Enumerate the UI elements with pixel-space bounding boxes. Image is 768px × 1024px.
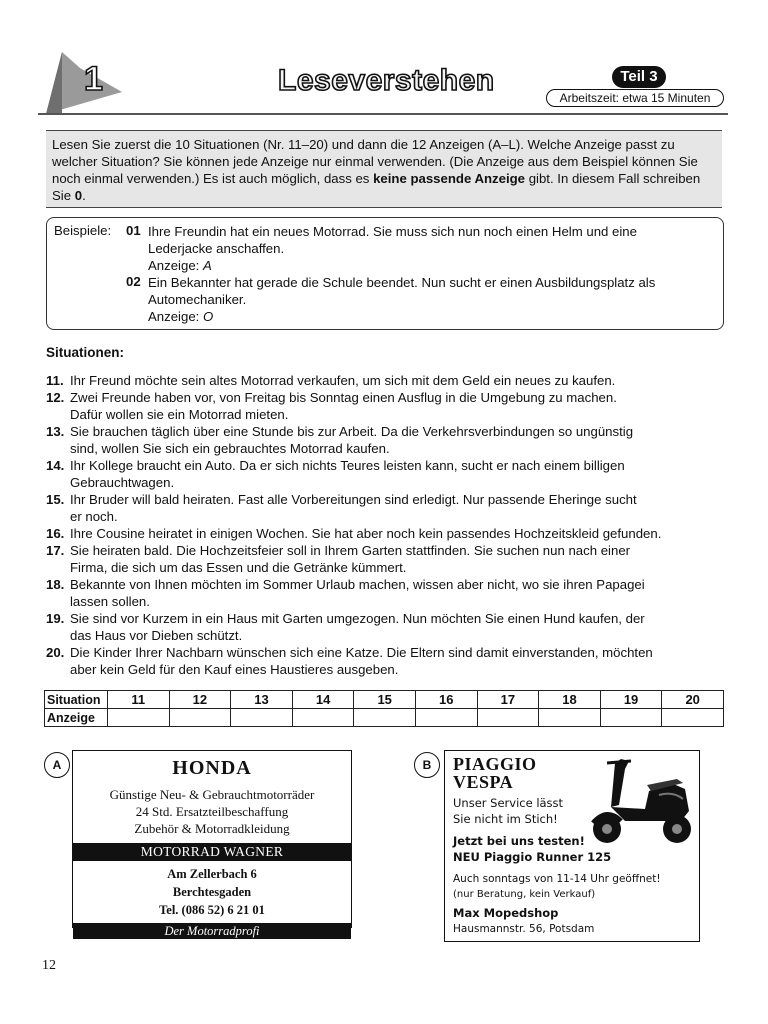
page-title: Leseverstehen — [278, 64, 495, 97]
grid-answer-cell[interactable] — [292, 709, 354, 727]
situation-item: 17. Sie heiraten bald. Die Hochzeitsfeier soll in Ihrem Garten stattfinden. Sie suchen nun nach einer Firma, die sich um das Essen und die Getränke kümmert. — [46, 543, 631, 575]
situation-item: 11. Ihr Freund möchte sein altes Motorrad verkaufen, um sich mit dem Geld ein neues zu kaufen. — [46, 373, 616, 388]
example-number: 02 — [126, 274, 141, 289]
grid-situation-cell: 20 — [662, 691, 724, 709]
grid-answer-cell[interactable] — [539, 709, 601, 727]
ad-a-brand: HONDA — [172, 757, 252, 779]
ad-a-line: 24 Std. Ersatzteilbeschaffung — [135, 804, 289, 819]
situation-item: 13. Sie brauchen täglich über eine Stunde bis zur Arbeit. Da die Verkehrsverbindungen so ungünstig sind, wollen Sie sich ein gebrauchtes Motorrad kaufen. — [46, 424, 634, 456]
examples-label: Beispiele: — [54, 223, 112, 238]
ad-a-shop-name: MOTORRAD WAGNER — [73, 843, 351, 861]
ad-b-line: NEU Piaggio Runner 125 — [453, 850, 612, 864]
answer-grid — [44, 690, 724, 727]
grid-situation-cell: 16 — [415, 691, 477, 709]
page-number: 12 — [42, 958, 56, 973]
grid-answer-cell[interactable] — [662, 709, 724, 727]
ad-b-line: Unser Service lässt — [453, 796, 564, 810]
ad-b-line: (nur Beratung, kein Verkauf) — [453, 889, 596, 900]
ad-b-line: Auch sonntags von 11-14 Uhr geöffnet! — [453, 873, 661, 885]
grid-answer-cell[interactable] — [169, 709, 231, 727]
ad-a-line: Zubehör & Motorradkleidung — [134, 821, 290, 836]
answer-grid-situation-row — [45, 691, 724, 709]
ad-b-line: Jetzt bei uns testen! — [453, 834, 585, 848]
answer-grid-answer-row — [45, 709, 724, 727]
scooter-icon — [585, 755, 695, 847]
ad-b-line: Sie nicht im Stich! — [453, 812, 558, 826]
example-answer: O — [203, 309, 214, 324]
example-answer: A — [203, 258, 212, 273]
grid-answer-cell[interactable] — [354, 709, 416, 727]
ad-a-street: Am Zellerbach 6 — [167, 867, 257, 881]
grid-answer-cell[interactable] — [600, 709, 662, 727]
situation-item: 16. Ihre Cousine heiratet in einigen Wochen. Sie hat aber noch kein passendes Hochzeitskleid gefunden. — [46, 526, 662, 541]
grid-situation-cell: 17 — [477, 691, 539, 709]
grid-situation-cell: 18 — [539, 691, 601, 709]
situation-item: 15. Ihr Bruder will bald heiraten. Fast alle Vorbereitungen sind erledigt. Nur passende Eheringe sucht er noch. — [46, 492, 637, 524]
example-text: Ein Bekannter hat gerade die Schule beendet. Nun sucht er einen Ausbildungsplatz als Automechaniker. Anzeige: O — [148, 275, 656, 324]
grid-answer-cell[interactable] — [477, 709, 539, 727]
grid-situation-cell: 19 — [600, 691, 662, 709]
situation-item: 19. Sie sind vor Kurzem in ein Haus mit Garten umgezogen. Nun möchten Sie einen Hund kaufen, der das Haus vor Dieben schützt. — [46, 611, 645, 643]
grid-situation-cell: 11 — [108, 691, 170, 709]
grid-situation-cell: 14 — [292, 691, 354, 709]
ad-a-city: Berchtesgaden — [172, 885, 252, 899]
part-badge: Teil 3 — [612, 66, 666, 88]
instructions-text: Lesen Sie zuerst die 10 Situationen (Nr. 11–20) und dann die 12 Anzeigen (A–L). Welche Anzeige passt zu welcher Situation? Sie können jede Anzeige nur einmal verwenden. (Die Anzeige aus dem Beispiel können Sie noch einmal verwenden.) Es ist auch möglich, dass es keine passende Anzeige gibt. In diesem Fall schreiben Sie 0. — [52, 137, 701, 203]
example-text: Ihre Freundin hat ein neues Motorrad. Sie muss sich nun noch einen Helm und eine Lederjacke anschaffen. Anzeige: A — [148, 224, 637, 273]
situation-item: 18. Bekannte von Ihnen möchten im Sommer Urlaub machen, wissen aber nicht, wo sie ihren Papagei lassen sollen. — [46, 577, 645, 609]
ad-a-slogan: Der Motorradprofi — [73, 923, 351, 939]
grid-answer-cell[interactable] — [108, 709, 170, 727]
example-number: 01 — [126, 223, 141, 238]
section-number: 1 — [84, 60, 103, 98]
grid-situation-cell: 12 — [169, 691, 231, 709]
ad-a-phone: Tel. (086 52) 6 21 01 — [159, 903, 265, 917]
grid-row-label: Anzeige — [45, 709, 108, 727]
situation-item: 14. Ihr Kollege braucht ein Auto. Da er sich nichts Teures leisten kann, sucht er nach einem billigen Gebrauchtwagen. — [46, 458, 625, 490]
grid-answer-cell[interactable] — [415, 709, 477, 727]
ad-b-shop-name: Max Mopedshop — [453, 906, 559, 920]
working-time-label: Arbeitszeit: etwa 15 Minuten — [546, 89, 724, 107]
ad-a — [72, 750, 352, 938]
header-divider — [38, 113, 728, 115]
ad-a-line: Günstige Neu- & Gebrauchtmotorräder — [109, 787, 315, 802]
ad-letter-b: B — [414, 752, 440, 778]
grid-situation-cell: 15 — [354, 691, 416, 709]
grid-situation-cell: 13 — [231, 691, 293, 709]
ad-b-brand: VESPA — [453, 772, 514, 792]
situation-item: 20. Die Kinder Ihrer Nachbarn wünschen sich eine Katze. Die Eltern sind damit einverstanden, möchten aber kein Geld für den Kauf eines Haustieres ausgeben. — [46, 645, 653, 677]
grid-row-label: Situation — [45, 691, 108, 709]
situation-item: 12. Zwei Freunde haben vor, von Freitag bis Sonntag einen Ausflug in die Umgebung zu machen. Dafür wollen sie ein Motorrad mieten. — [46, 390, 617, 422]
ad-b-address: Hausmannstr. 56, Potsdam — [453, 923, 595, 935]
grid-answer-cell[interactable] — [231, 709, 293, 727]
ad-letter-a: A — [44, 752, 70, 778]
ad-b — [444, 750, 700, 942]
ad-b-brand: PIAGGIO — [453, 754, 537, 774]
situations-heading: Situationen: — [46, 345, 124, 360]
